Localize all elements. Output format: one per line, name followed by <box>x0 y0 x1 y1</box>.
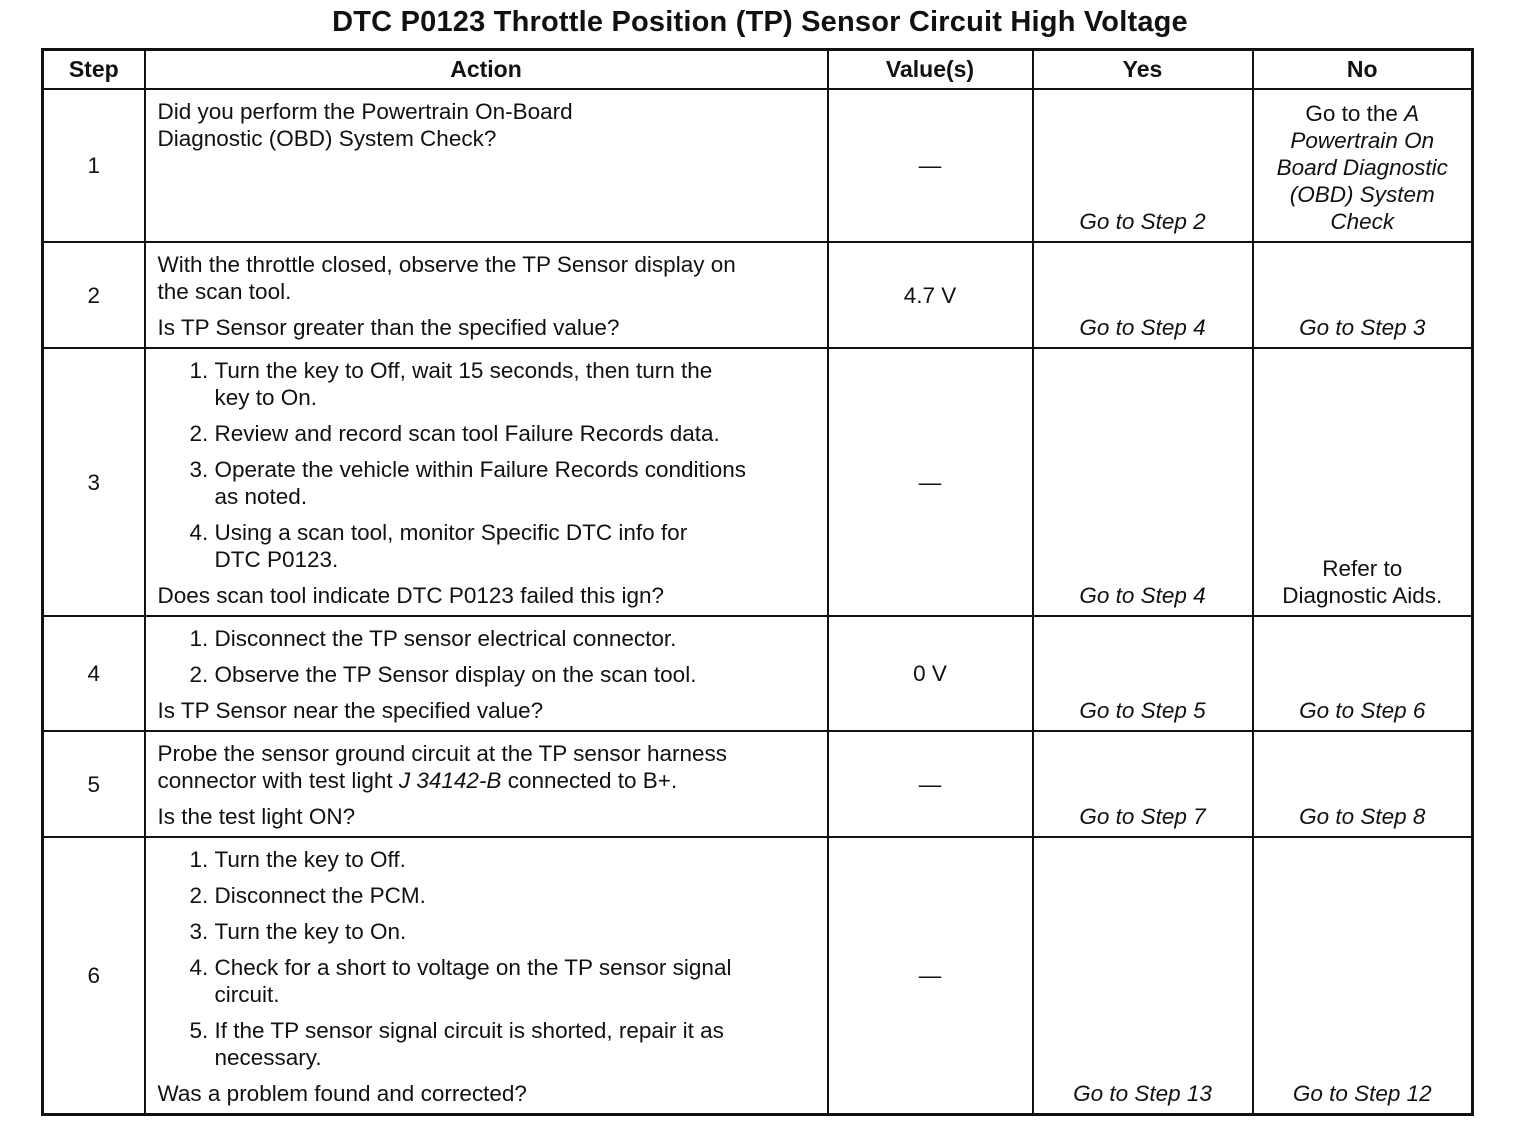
list-item: 2. Disconnect the PCM. <box>215 882 817 909</box>
diagnostic-table <box>41 48 1474 1116</box>
header-values: Value(s) <box>828 50 1033 90</box>
action-line: With the throttle closed, observe the TP Sensor display on <box>157 252 736 277</box>
step-number: 5 <box>43 731 145 837</box>
list-item: 2. Review and record scan tool Failure Records data. <box>215 420 817 447</box>
header-no: No <box>1253 50 1473 90</box>
table-row <box>43 616 1473 731</box>
action-list <box>158 846 817 1071</box>
step-number: 2 <box>43 242 145 348</box>
action-cell <box>145 731 828 837</box>
table-row <box>43 731 1473 837</box>
no-text: Refer to <box>1322 556 1403 581</box>
no-text: Go to the <box>1305 101 1405 126</box>
header-yes: Yes <box>1033 50 1253 90</box>
value-cell: — <box>828 837 1033 1115</box>
action-question: Is TP Sensor near the specified value? <box>157 698 544 723</box>
header-step: Step <box>43 50 145 90</box>
no-cell <box>1253 348 1473 616</box>
table-row <box>43 242 1473 348</box>
value-cell: 4.7 V <box>828 242 1033 348</box>
action-list <box>158 625 817 688</box>
step-number: 6 <box>43 837 145 1115</box>
header-action: Action <box>145 50 828 90</box>
action-line: Probe the sensor ground circuit at the TP sensor harness <box>157 741 727 766</box>
list-item: 2. Observe the TP Sensor display on the scan tool. <box>215 661 817 688</box>
no-cell <box>1253 89 1473 242</box>
list-item: 1. Turn the key to Off, wait 15 seconds, then turn the key to On. <box>215 357 817 411</box>
no-cell: Go to Step 6 <box>1253 616 1473 731</box>
step-number: 3 <box>43 348 145 616</box>
yes-cell: Go to Step 4 <box>1033 242 1253 348</box>
yes-cell: Go to Step 2 <box>1033 89 1253 242</box>
action-question: Was a problem found and corrected? <box>157 1081 527 1106</box>
no-cell: Go to Step 12 <box>1253 837 1473 1115</box>
step-number: 4 <box>43 616 145 731</box>
list-item: 5. If the TP sensor signal circuit is shorted, repair it as necessary. <box>215 1017 817 1071</box>
action-line: the scan tool. <box>157 279 292 304</box>
action-line: Did you perform the Powertrain On-Board <box>157 99 573 124</box>
step-number: 1 <box>43 89 145 242</box>
value-cell: — <box>828 348 1033 616</box>
value-cell: — <box>828 89 1033 242</box>
yes-cell: Go to Step 7 <box>1033 731 1253 837</box>
no-cell: Go to Step 8 <box>1253 731 1473 837</box>
page-title: DTC P0123 Throttle Position (TP) Sensor Circuit High Voltage <box>332 6 1188 38</box>
no-text: A <box>1404 101 1420 126</box>
action-cell <box>145 242 828 348</box>
table-row <box>43 89 1473 242</box>
yes-cell: Go to Step 13 <box>1033 837 1253 1115</box>
list-item: 4. Check for a short to voltage on the TP sensor signal circuit. <box>215 954 817 1008</box>
table-row <box>43 348 1473 616</box>
action-cell <box>145 348 828 616</box>
action-line: connector with test light J 34142-B connected to B+. <box>157 768 678 793</box>
action-list <box>158 357 817 573</box>
action-cell <box>145 616 828 731</box>
no-text: Powertrain On <box>1290 128 1435 153</box>
no-text: (OBD) System <box>1289 182 1435 207</box>
no-text: Check <box>1330 209 1395 234</box>
action-question: Is the test light ON? <box>157 804 356 829</box>
action-question: Does scan tool indicate DTC P0123 failed this ign? <box>157 583 665 608</box>
action-line: Diagnostic (OBD) System Check? <box>157 126 497 151</box>
no-text: Diagnostic Aids. <box>1282 583 1443 608</box>
list-item: 1. Turn the key to Off. <box>215 846 817 873</box>
yes-cell: Go to Step 4 <box>1033 348 1253 616</box>
yes-cell: Go to Step 5 <box>1033 616 1253 731</box>
action-cell <box>145 89 828 242</box>
value-cell: 0 V <box>828 616 1033 731</box>
list-item: 3. Turn the key to On. <box>215 918 817 945</box>
no-text: Board Diagnostic <box>1276 155 1448 180</box>
table-row <box>43 837 1473 1115</box>
value-cell: — <box>828 731 1033 837</box>
list-item: 3. Operate the vehicle within Failure Records conditions as noted. <box>215 456 817 510</box>
tool-number: J 34142-B <box>398 768 502 793</box>
action-question: Is TP Sensor greater than the specified value? <box>157 315 620 340</box>
action-cell <box>145 837 828 1115</box>
list-item: 4. Using a scan tool, monitor Specific DTC info for DTC P0123. <box>215 519 817 573</box>
no-cell: Go to Step 3 <box>1253 242 1473 348</box>
header-row <box>43 50 1473 90</box>
list-item: 1. Disconnect the TP sensor electrical connector. <box>215 625 817 652</box>
